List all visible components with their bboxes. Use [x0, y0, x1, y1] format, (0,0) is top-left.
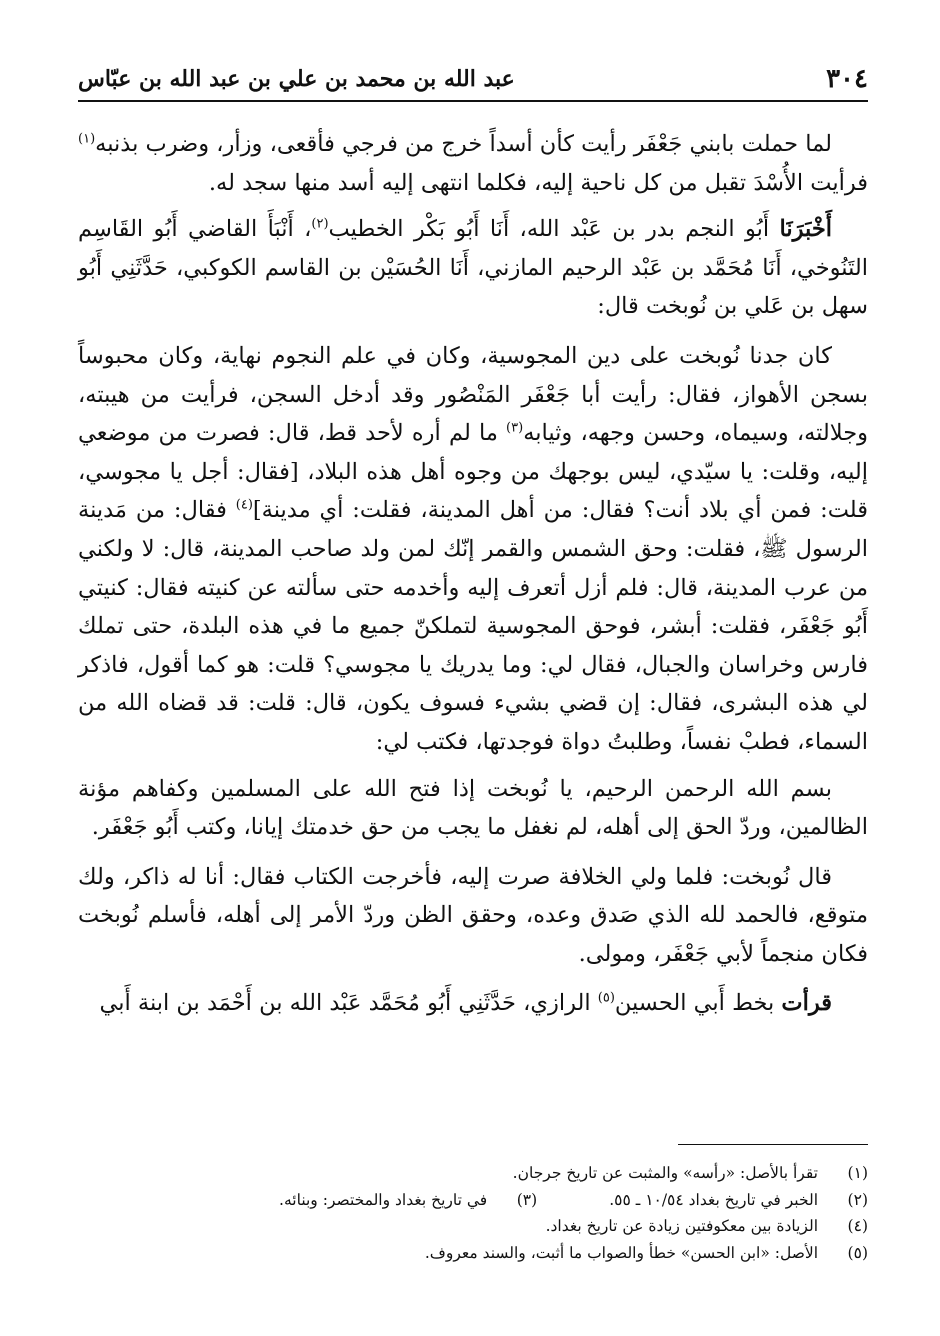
main-text — [78, 125, 868, 1034]
paragraph-lead-word: أَخْبَرَنَا — [779, 216, 832, 243]
running-title: عبد الله بن محمد بن علي بن عبد الله بن عبّاس — [78, 66, 515, 92]
text-segment: أَبُو النجم بدر بن عَبْد الله، أَنَا أَبُو بَكْر الخطيب — [328, 216, 780, 243]
page-number: ٣٠٤ — [826, 64, 868, 94]
text-segment: الرازي، حَدَّثَنِي أَبُو مُحَمَّد عَبْد الله بن أَحْمَد بن ابنة أَبي — [99, 990, 598, 1017]
text-segment: كان جدنا نُوبخت على دين المجوسية، وكان في علم النجوم نهاية، وكان محبوساً بسجن الأهواز، فقال: رأيت أبا جَعْفَر المَنْصُور وقد أدخل السجن، فرأيت من هيبته، وجلالته، وسيماه، وحسن وجهه، وثيابه — [78, 342, 868, 447]
footnote-number: (٣) — [516, 1190, 538, 1209]
footnote-item — [78, 1213, 868, 1240]
text-segment: ، أَنْبَأَ القاضي أَبُو القَاسِم التَنُوخي، أَنَا مُحَمَّد بن عَبْد الرحيم المازني، أَنَا الحُسَيْن بن القاسم الكوكبي، حَدَّثَنِي أَبُو سهل بن عَلي بن نُوبخت قال: — [78, 216, 868, 320]
footnotes — [78, 1160, 868, 1266]
paragraph — [78, 125, 868, 202]
text-segment: قال نُوبخت: فلما ولي الخلافة صرت إليه، فأخرجت الكتاب فقال: أنا له ذاكر، ولك متوقع، فالحمد لله الذي صَدق وعده، وحقق الظن وردّ الأمر إلى أهله، فأسلم نُوبخت فكان منجماً لأبي جَعْفَر، ومولى. — [78, 863, 868, 967]
footnote-text: في تاريخ بغداد والمختصر: وبنائه. — [279, 1190, 488, 1209]
footnote-text: الزيادة بين معكوفتين زيادة عن تاريخ بغداد. — [545, 1217, 818, 1235]
page-header — [78, 58, 868, 102]
footnote-number: (٢) — [847, 1190, 868, 1209]
text-segment: بخط أَبي الحسين — [614, 990, 782, 1017]
footnote-reference: (٥) — [597, 990, 615, 1006]
footnote-number: (٥) — [847, 1243, 868, 1262]
footnote-item — [78, 1187, 868, 1214]
footnote-text: تقرأ بالأصل: «رأسه» والمثبت عن تاريخ جرجان. — [512, 1164, 818, 1182]
footnote-item — [78, 1160, 868, 1187]
text-segment: فرأيت الأُسْدَ تقبل من كل ناحية إليه، فكلما انتهى إليه أسد منها سجد له. — [208, 169, 868, 196]
footnote-reference: (٢) — [311, 216, 329, 232]
paragraph-lead-word: قرأت — [781, 990, 832, 1017]
footnote-reference: (٤) — [235, 497, 253, 513]
text-segment: ما لم أره لأحد قط، قال: فصرت من موضعي إليه، وقلت: يا سيّدي، ليس بوجهك من وجوه أهل هذه البلاد، [فقال: أجل يا مجوسي، قلت: فمن أي بلاد أنت؟ فقال: من أهل المدينة، فقلت: أي مدينة] — [78, 420, 868, 524]
text-segment: فقال: من مَدينة الرسول ﷺ، فقلت: وحق الشمس والقمر إنّك لمن ولد صاحب المدينة، قال: لا ولكني من عرب المدينة، قال: فلم أزل أتعرف إليه وأخدمه حتى سألته عن كنيته فقال: كنيتي أَبُو جَعْفَر، فقلت: أبشر، فوحق المجوسية لتملكنّ جميع ما في هذه البلدة، حتى تملك فارس وخراسان والجبال، فقال لي: وما يدريك يا مجوسي؟ قلت: هو كما أقول، فاذكر لي هذه البشرى، فقال: إن قضي بشيء فسوف يكون، قال: قلت: قد قضاه الله من السماء، فطبْ نفساً، وطلبتُ دواة فوجدتها، فكتب لي: — [78, 497, 868, 755]
footnote-divider — [678, 1144, 868, 1145]
paragraph — [78, 984, 868, 1023]
paragraph — [78, 210, 868, 326]
paragraph — [78, 337, 868, 762]
footnote-text: الخبر في تاريخ بغداد ١٠/٥٤ ـ ٥٥. — [609, 1190, 818, 1209]
text-segment: بسم الله الرحمن الرحيم، يا نُوبخت إذا فتح الله على المسلمين وكفاهم مؤنة الظالمين، وردّ الحق إلى أهله، لم نغفل ما يجب من حق خدمتك إيانا، وكتب أَبُو جَعْفَر. — [78, 775, 868, 841]
footnote-item — [78, 1240, 868, 1267]
paragraph — [78, 858, 868, 974]
footnote-number: (١) — [847, 1164, 868, 1182]
footnote-reference: (٣) — [506, 420, 524, 436]
footnote-number: (٤) — [847, 1217, 868, 1235]
footnote-text: الأصل: «ابن الحسن» خطأ والصواب ما أثبت، والسند معروف. — [424, 1243, 818, 1262]
footnote-reference: (١) — [78, 131, 96, 147]
paragraph — [78, 770, 868, 847]
footnote-spacer — [555, 1187, 591, 1214]
text-segment: لما حملت بابني جَعْفَر رأيت كأن أسداً خرج من فرجي فأقعى، وزأر، وضرب بذنبه — [95, 131, 832, 157]
